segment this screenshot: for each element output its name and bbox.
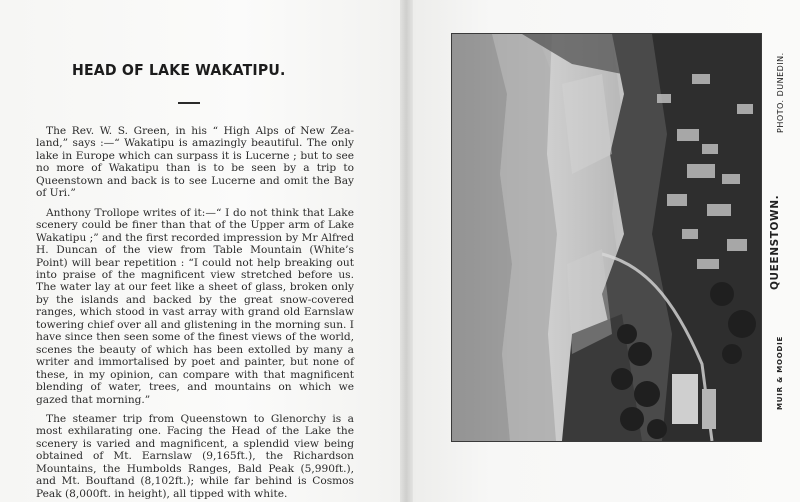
- paragraph-steamer-trip: The steamer trip from Queenstown to Glenorchy is a most exhilarating one. Facing the Head of the Lake the scenery is varied and magnificent, a splendid view being obtained of Mt. Earnslaw (9,165ft.), the Richardson Mountains, the Humbolds Ranges, Bald Peak (5,990ft.), and Mt. Bouftand (8,102ft.); while far behind is Cosmos Peak (8,000ft. in height), all tipped with white.: [36, 412, 354, 500]
- title-divider: [178, 102, 200, 104]
- body-text: [36, 125, 354, 502]
- paragraph-green-quote: The Rev. W. S. Green, in his “ High Alps of New Zealand,” says :—“ Wakatipu is amazingly beautiful. The only lake in Europe which can surpass it is Lucerne ; but to see no more of Wakatipu than is to be seen by a trip to Queenstown and back is to see Lucerne and omit the Bay of Uri.”: [36, 125, 354, 200]
- book-gutter: [400, 0, 414, 502]
- publisher-credit: MUIR & MOODIE: [776, 335, 784, 410]
- queenstown-photograph: [451, 33, 762, 442]
- paragraph-trollope-quote: Anthony Trollope writes of it:—“ I do not think that Lake scenery could be finer than that of the Upper arm of Lake Wakatipu ;” and the first recorded impression by Mr Alfred H. Duncan of the view from Table Mountain (White’s Point) will bear repetition : “I could not help breaking out into praise of the magnificent view stretched before us. The water lay at our feet like a sheet of glass, broken only by the islands and backed by the great snow-covered ranges, which stood in vast array with grand old Earnslaw towering chief over all and glistening in the morning sun. I have since then seen some of the finest views of the world, scenes the beauty of which has been extolled by many a writer and immortalised by poet and painter, but none of these, in my opinion, can compare with that magnificent blending of water, trees, and mountains on which we gazed that morning.”: [36, 206, 354, 406]
- photo-caption: QUEENSTOWN.: [769, 194, 781, 290]
- photo-credit: PHOTO. DUNEDIN.: [776, 52, 785, 133]
- page-title: HEAD OF LAKE WAKATIPU.: [72, 61, 286, 79]
